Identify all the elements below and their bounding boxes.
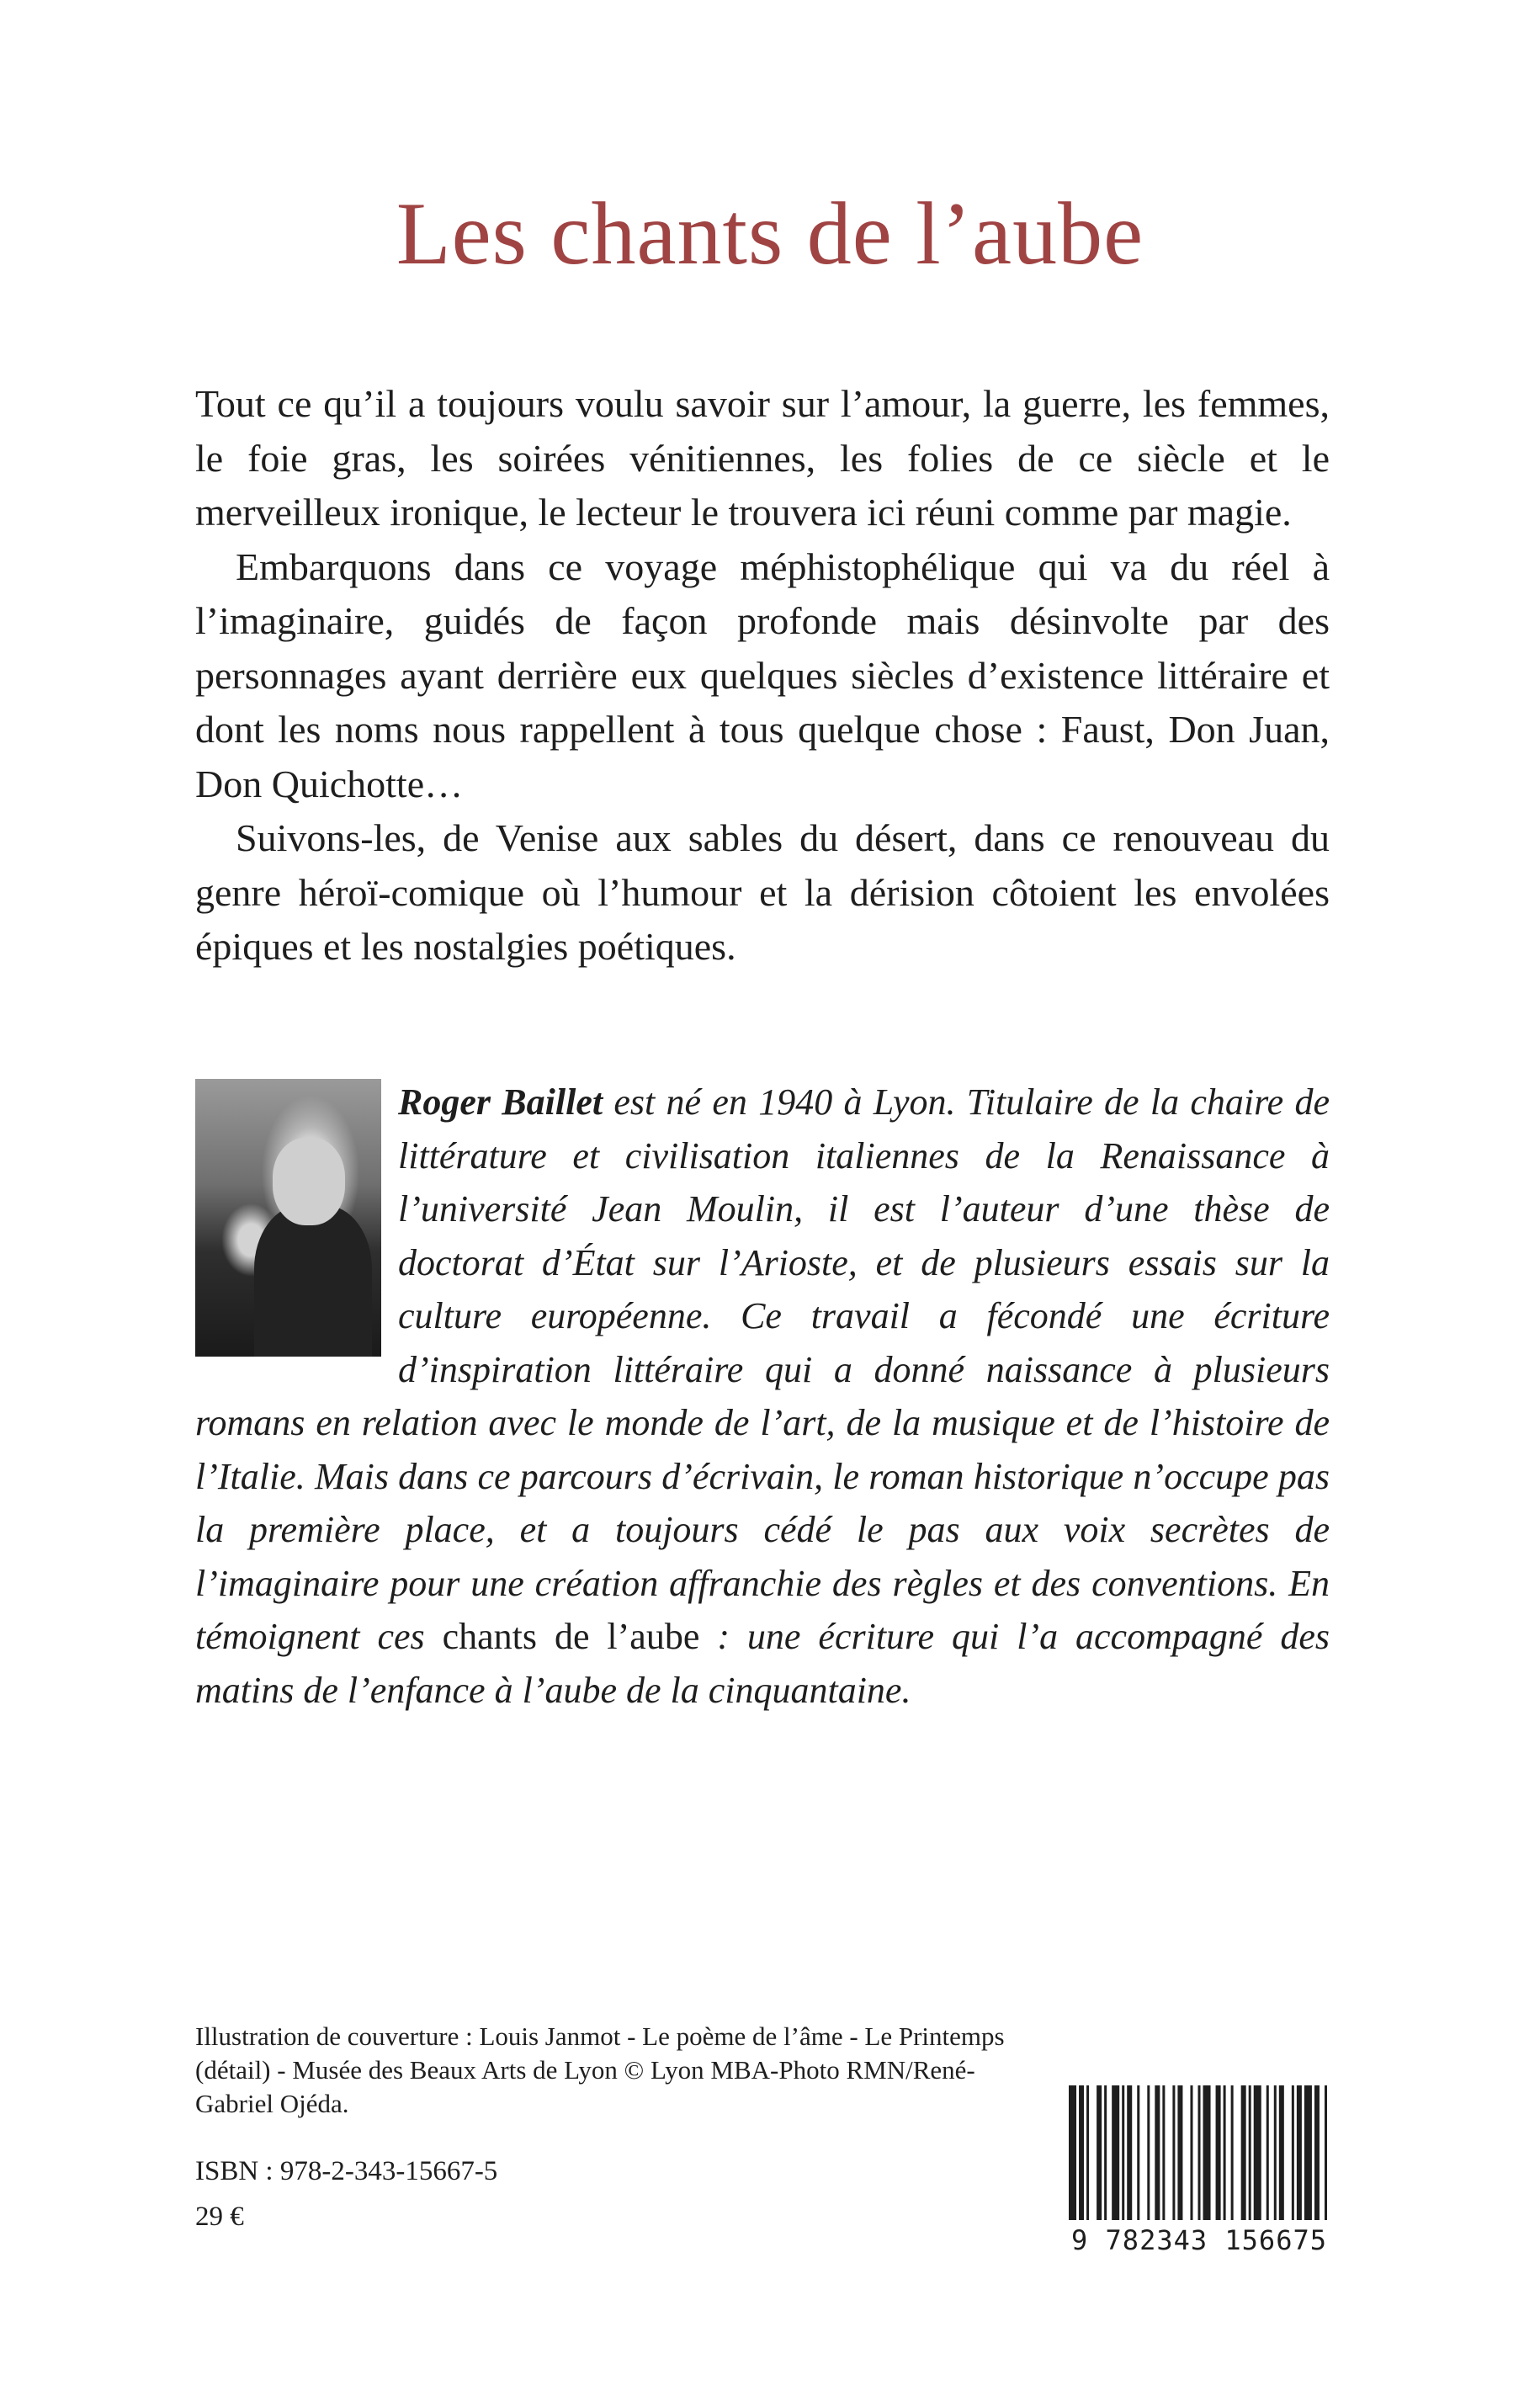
barcode-bar <box>1314 2085 1320 2220</box>
blurb-paragraph: Suivons-les, de Venise aux sables du désert, dans ce renouveau du genre héroï-comique où l’humour et la dérision côtoient les envolées épiques et les nostalgies poétiques. <box>195 816 1330 968</box>
cover-illustration-credit: Illustration de couverture : Louis Janmot - Le poème de l’âme - Le Printemps (détail) - Musée des Beaux Arts de Lyon © Lyon MBA-Photo RMN/René-Gabriel Ojéda. <box>195 2021 1005 2118</box>
isbn: ISBN : 978-2-343-15667-5 <box>195 2156 498 2186</box>
bio-text-end: : une écriture qui l’a accompagné des matins de l’enfance à l’aube de la cinquantaine. <box>195 1616 1330 1711</box>
barcode-bar <box>1147 2085 1150 2220</box>
barcode-bar <box>1292 2085 1294 2220</box>
barcode-bar <box>1155 2085 1160 2220</box>
barcode-bar <box>1224 2085 1226 2220</box>
barcode-digits: 9 782343 156675 <box>1071 2224 1327 2256</box>
barcode-bar <box>1297 2085 1302 2220</box>
barcode-bar <box>1216 2085 1221 2220</box>
barcode <box>1067 2085 1331 2264</box>
barcode-bar <box>1086 2085 1089 2220</box>
barcode-bar <box>1162 2085 1165 2220</box>
back-cover-blurb <box>195 377 1330 975</box>
barcode-bar <box>1325 2085 1327 2220</box>
barcode-bar <box>1137 2085 1139 2220</box>
blurb-paragraph: Tout ce qu’il a toujours voulu savoir sur l’amour, la guerre, les femmes, le foie gras, les soirées vénitiennes, les folies de ce siècle et le merveilleux ironique, le lecteur le trouvera ici réuni comme par magie. <box>195 382 1330 534</box>
barcode-bar <box>1241 2085 1246 2220</box>
barcode-bar <box>1097 2085 1102 2220</box>
author-photo <box>195 1079 381 1357</box>
book-title: Les chants de l’aube <box>396 184 1144 283</box>
barcode-bar <box>1249 2085 1251 2220</box>
barcode-bar <box>1112 2085 1119 2220</box>
barcode-bar <box>1274 2085 1277 2220</box>
author-name: Roger Baillet <box>398 1081 603 1123</box>
barcode-bar <box>1203 2085 1211 2220</box>
barcode-bar <box>1231 2085 1234 2220</box>
barcode-bar <box>1279 2085 1284 2220</box>
blurb-paragraph: Embarquons dans ce voyage méphistophélique qui va du réel à l’imaginaire, guidés de façon profonde mais désinvolte par des personnages ayant derrière eux quelques siècles d’existence littéraire et dont les noms nous rappellent à tous quelque chose : Faust, Don Juan, Don Quichotte… <box>195 544 1330 805</box>
barcode-bar <box>1172 2085 1175 2220</box>
barcode-bar <box>1069 2085 1076 2220</box>
barcode-bar <box>1190 2085 1192 2220</box>
barcode-bars <box>1067 2085 1331 2220</box>
barcode-bar <box>1104 2085 1107 2220</box>
bio-book-title: chants de l’aube <box>442 1616 700 1657</box>
barcode-bar <box>1267 2085 1269 2220</box>
barcode-bar <box>1079 2085 1084 2220</box>
barcode-bar <box>1177 2085 1182 2220</box>
price: 29 € <box>195 2202 244 2232</box>
barcode-bar <box>1304 2085 1312 2220</box>
author-bio <box>195 1076 1330 1717</box>
barcode-bar <box>1198 2085 1201 2220</box>
barcode-bar <box>1127 2085 1132 2220</box>
barcode-bar <box>1122 2085 1124 2220</box>
bio-text: est né en 1940 à Lyon. Titulaire de la chaire de littérature et civilisation italiennes de la Renaissance à l’université Jean Moulin, il est l’auteur d’une thèse de doctorat d’État sur l’Arioste, et de plusieurs essais sur la culture européenne. Ce travail a fécondé une écriture d’inspiration littéraire qui a donné naissance à plusieurs romans en relation avec le monde de l’art, de la musique et de l’histoire de l’Italie. Mais dans ce parcours d’écrivain, le roman historique n’occupe pas la première place, et a toujours cédé le pas aux voix secrètes de l’imaginaire pour une création affranchie des règles et des conventions. En témoignent ces <box>195 1081 1330 1657</box>
barcode-bar <box>1254 2085 1261 2220</box>
